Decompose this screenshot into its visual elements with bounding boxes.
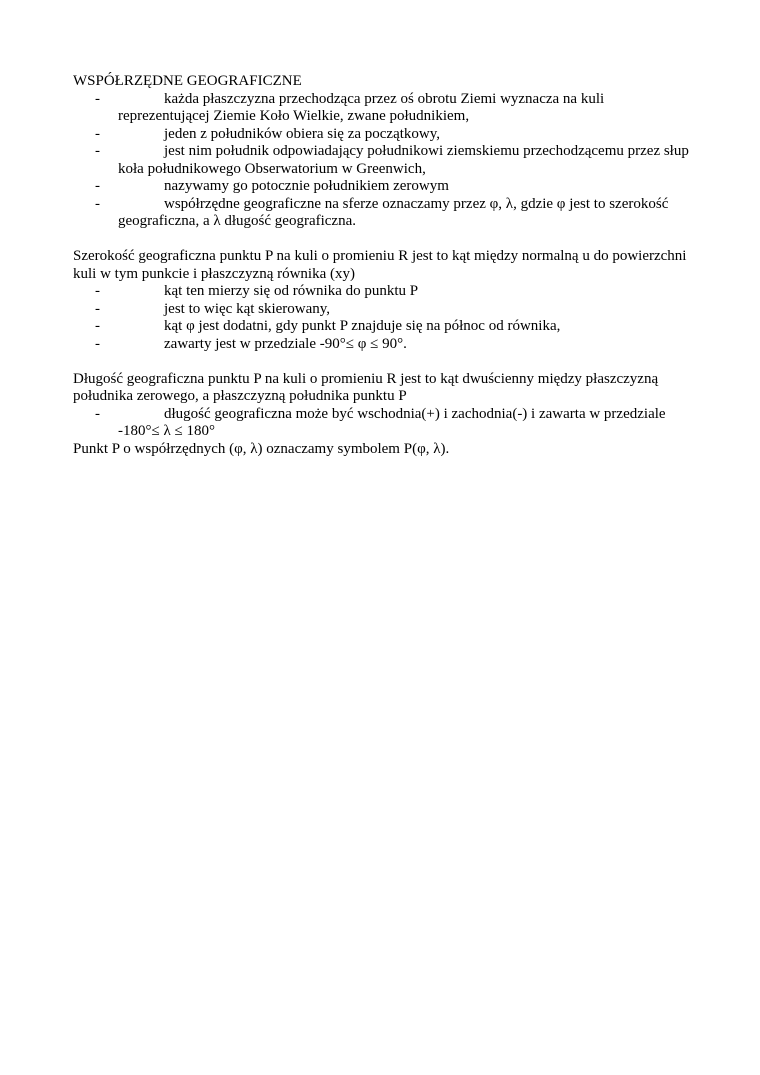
list-item-text: jest nim południk odpowiadający południkowi ziemskiemu przechodzącemu przez słup koła południkowego Obserwatorium w Greenwich,: [118, 143, 689, 177]
list-item: [73, 178, 693, 196]
bullet-dash: -: [95, 283, 100, 299]
list-item-text: nazywamy go potocznie południkiem zerowym: [164, 178, 449, 194]
longitude-definition-paragraph: Długość geograficzna punktu P na kuli o promieniu R jest to kąt dwuścienny między płaszczyzną południka zerowego, a płaszczyzną południka punktu P: [73, 370, 659, 404]
list-item-text: długość geograficzna może być wschodnia(+) i zachodnia(-) i zawarta w przedziale -180°≤ λ ≤ 180°: [118, 405, 666, 439]
list-item: [73, 283, 693, 301]
latitude-definition-paragraph: Szerokość geograficzna punktu P na kuli o promieniu R jest to kąt między normalną u do powierzchni kuli w tym punkcie i płaszczyzną równika (xy): [73, 248, 687, 282]
list-item: [73, 91, 693, 126]
bullet-list-section-2: [73, 283, 693, 353]
bullet-dash: -: [95, 90, 100, 107]
list-item: [73, 143, 693, 178]
list-item: [73, 336, 693, 354]
list-item-text: zawarty jest w przedziale -90°≤ φ ≤ 90°.: [164, 335, 407, 352]
bullet-list-section-1: [73, 91, 693, 231]
list-item: [73, 318, 693, 336]
bullet-dash: -: [95, 300, 100, 317]
list-item-text: jeden z południków obiera się za początkowy,: [164, 125, 441, 142]
list-item: [73, 301, 693, 319]
list-item: [73, 196, 693, 231]
document-content: [73, 73, 693, 458]
list-item-text: każda płaszczyzna przechodząca przez oś obrotu Ziemi wyznacza na kuli reprezentującej Ziemie Koło Wielkie, zwane południkiem,: [118, 90, 605, 124]
list-item-text: kąt φ jest dodatni, gdy punkt P znajduje się na północ od równika,: [164, 318, 561, 334]
blank-line: [73, 353, 693, 371]
bullet-dash: -: [95, 125, 100, 142]
bullet-dash: -: [95, 405, 100, 422]
list-item: [73, 126, 693, 144]
list-item-text: współrzędne geograficzne na sferze oznaczamy przez φ, λ, gdzie φ jest to szerokość geograficzna, a λ długość geograficzna.: [118, 195, 669, 229]
bullet-dash: -: [95, 195, 100, 212]
bullet-dash: -: [95, 335, 100, 352]
list-item-text: jest to więc kąt skierowany,: [164, 300, 331, 317]
document-heading: WSPÓŁRZĘDNE GEOGRAFICZNE: [73, 73, 302, 89]
bullet-list-section-3: [73, 406, 693, 441]
bullet-dash: -: [95, 318, 100, 334]
blank-line: [73, 231, 693, 249]
closing-paragraph: Punkt P o współrzędnych (φ, λ) oznaczamy symbolem P(φ, λ).: [73, 440, 450, 457]
bullet-dash: -: [95, 178, 100, 194]
list-item-text: kąt ten mierzy się od równika do punktu P: [164, 283, 419, 299]
bullet-dash: -: [95, 143, 100, 159]
list-item: [73, 406, 693, 441]
